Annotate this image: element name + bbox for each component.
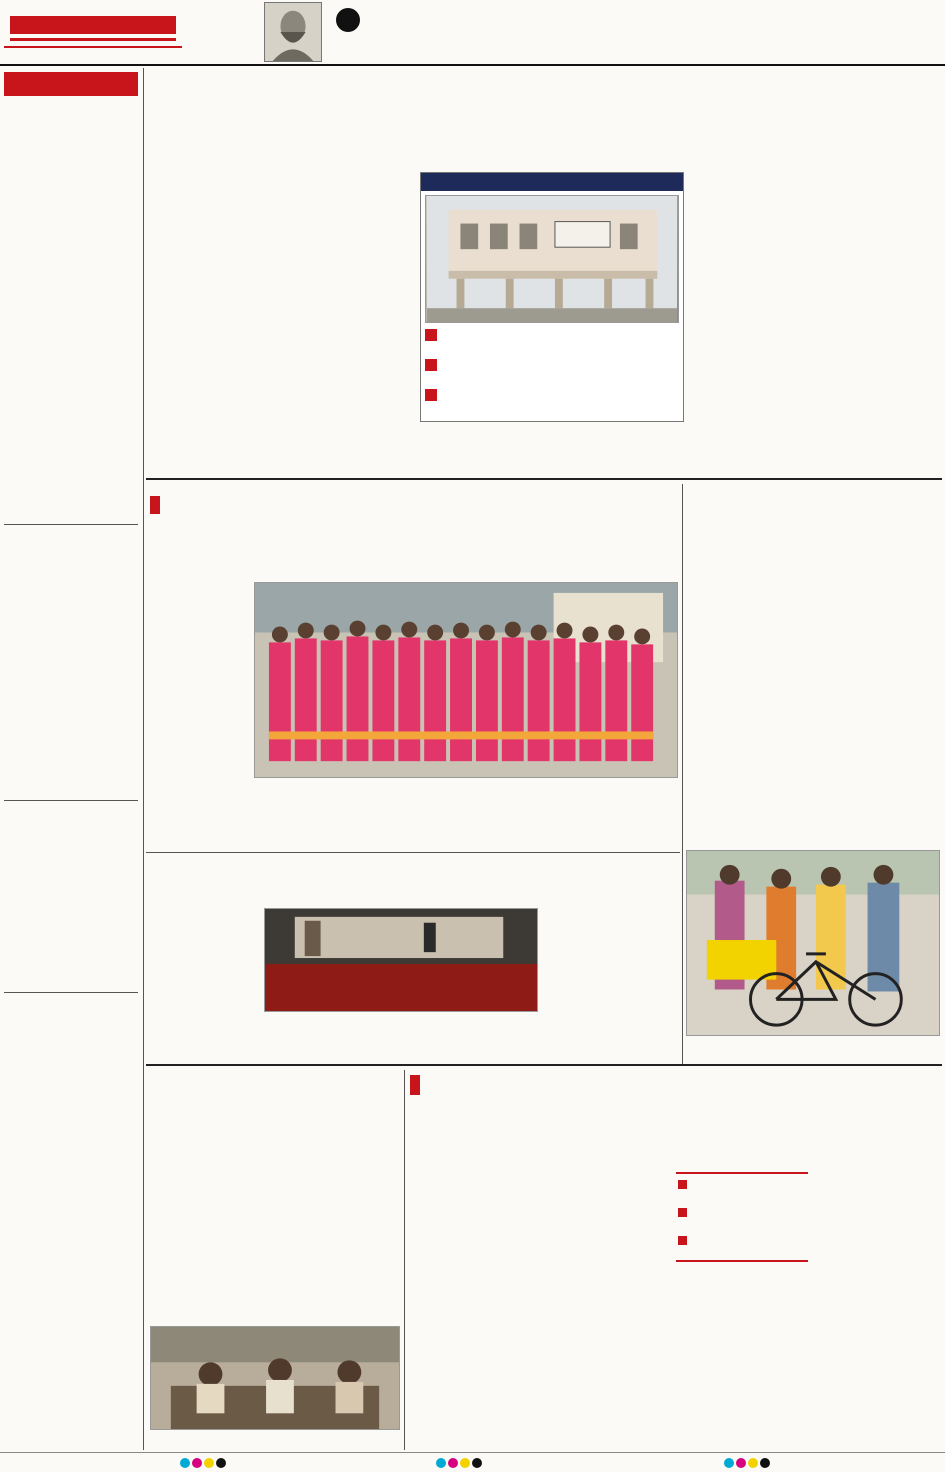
lead-body-column — [240, 170, 326, 466]
bicycle-handover-icon — [687, 851, 939, 1035]
cards-body-column — [688, 546, 810, 840]
brief-body — [4, 152, 138, 522]
power-body-column — [812, 1172, 940, 1444]
magenta-registration-icon — [736, 1458, 746, 1468]
kicker-bullet-icon — [410, 1075, 420, 1095]
cyan-registration-icon — [180, 1458, 190, 1468]
lead-photo-caption-band — [421, 173, 683, 191]
brief-body — [4, 1044, 138, 1446]
brief-divider — [4, 992, 138, 993]
black-registration-icon — [760, 1458, 770, 1468]
lead-body-column — [816, 170, 940, 466]
brief-headline — [4, 996, 138, 1040]
lead-body-column — [330, 170, 416, 466]
brief-divider — [4, 800, 138, 801]
lead-bottom-rule — [146, 478, 942, 480]
briefs-column-rule — [143, 68, 144, 1450]
fire-body-column — [542, 908, 678, 1056]
power-highlights-box — [676, 1172, 808, 1262]
highlight-bullet-icon — [678, 1208, 687, 1217]
lead-body-column — [690, 170, 810, 466]
district-name — [727, 8, 887, 48]
anganwadi-headline — [150, 516, 670, 574]
yellow-registration-icon — [748, 1458, 758, 1468]
newspaper-logo — [4, 2, 182, 44]
anganwadi-photo-caption — [254, 780, 678, 792]
brief-divider — [4, 524, 138, 525]
fire-body-column — [400, 1016, 538, 1056]
magenta-registration-icon — [192, 1458, 202, 1468]
masthead-divider — [0, 64, 945, 66]
brief-body — [4, 852, 138, 990]
postal-headline — [150, 1098, 400, 1138]
highlight-bullet-icon — [678, 1236, 687, 1245]
quote-author — [586, 44, 686, 58]
postal-body-column — [150, 1154, 228, 1322]
portrait-image — [264, 2, 322, 62]
lead-body-column — [420, 424, 684, 466]
postal-body-column — [316, 1154, 400, 1322]
power-headline — [410, 1100, 940, 1170]
dateline-bar — [4, 46, 182, 62]
cards-dateline — [688, 532, 808, 544]
postal-body-column — [232, 1154, 312, 1322]
anganwadi-body-column — [590, 796, 678, 848]
lead-highlight — [425, 359, 679, 387]
highlight-bullet-icon — [678, 1180, 687, 1189]
lead-photo-box — [420, 172, 684, 422]
anganwadi-bottom-rule — [146, 852, 680, 853]
anganwadi-kicker — [150, 490, 670, 516]
masthead — [0, 0, 945, 66]
highlight-bullet-icon — [425, 389, 437, 401]
post-office-photo — [150, 1326, 400, 1430]
fire-bottom-rule — [146, 1064, 942, 1066]
lead-highlight — [425, 329, 679, 357]
lead-highlight — [425, 389, 679, 417]
magenta-registration-icon — [448, 1458, 458, 1468]
power-kicker — [410, 1070, 940, 1100]
anganwadi-body-column — [150, 836, 250, 848]
yellow-registration-icon — [460, 1458, 470, 1468]
bicycle-photo-caption — [686, 1040, 940, 1052]
kicker-bullet-icon — [150, 496, 160, 514]
bicycle-distribution-photo — [686, 850, 940, 1036]
fire-vehicle-label — [325, 979, 485, 995]
building-sign — [555, 223, 611, 243]
highlight-bullet-icon — [425, 329, 437, 341]
power-body-column — [542, 1186, 672, 1444]
page-number — [892, 6, 938, 50]
quote-text — [366, 4, 686, 44]
cards-headline — [688, 488, 940, 528]
post-office-photo-caption — [150, 1432, 400, 1444]
lead-body-column — [150, 186, 236, 466]
fire-truck-icon — [265, 909, 537, 1011]
postal-right-rule — [404, 1070, 405, 1450]
briefs-header — [4, 72, 138, 96]
brief-headline — [4, 528, 138, 572]
anganwadi-photo — [254, 582, 678, 778]
footer-rule — [0, 1452, 945, 1453]
power-dateline — [410, 1172, 530, 1184]
briefs-column — [0, 68, 142, 1450]
building-photo — [425, 195, 679, 323]
power-body-column — [410, 1186, 538, 1444]
fire-dateline — [150, 906, 260, 918]
anganwadi-body-column — [254, 796, 334, 848]
quote-mark-icon — [336, 8, 360, 32]
yellow-registration-icon — [204, 1458, 214, 1468]
anganwadi-body-column — [150, 592, 250, 836]
lead-headline — [148, 70, 940, 166]
cyan-registration-icon — [724, 1458, 734, 1468]
cyan-registration-icon — [436, 1458, 446, 1468]
fire-headline — [150, 856, 678, 904]
protest-crowd-icon — [255, 583, 677, 777]
registration-marks — [0, 1454, 945, 1472]
anganwadi-body-column — [506, 796, 586, 848]
anganwadi-body-column — [422, 796, 502, 848]
power-highlight — [678, 1178, 806, 1204]
lead-dateline — [150, 172, 250, 184]
brief-headline — [4, 804, 138, 848]
anganwadi-dateline — [150, 578, 250, 590]
postal-kicker — [150, 1072, 400, 1096]
logo-mark-icon — [4, 2, 182, 44]
building-icon — [426, 196, 678, 322]
fire-body-column — [150, 920, 260, 1056]
postal-dateline — [150, 1140, 250, 1152]
cards-body-column — [816, 532, 940, 840]
highlight-bullet-icon — [425, 359, 437, 371]
fire-vehicle-photo — [264, 908, 538, 1012]
black-registration-icon — [216, 1458, 226, 1468]
power-body-column — [676, 1266, 808, 1444]
portrait-sketch-icon — [265, 3, 321, 61]
office-meeting-icon — [151, 1327, 399, 1429]
anganwadi-right-rule — [682, 484, 683, 1064]
fire-body-column — [264, 1016, 396, 1056]
anganwadi-body-column — [338, 796, 418, 848]
brief-body — [4, 576, 138, 798]
brief-headline — [4, 100, 138, 148]
black-registration-icon — [472, 1458, 482, 1468]
power-highlight — [678, 1206, 806, 1232]
power-highlight — [678, 1234, 806, 1260]
